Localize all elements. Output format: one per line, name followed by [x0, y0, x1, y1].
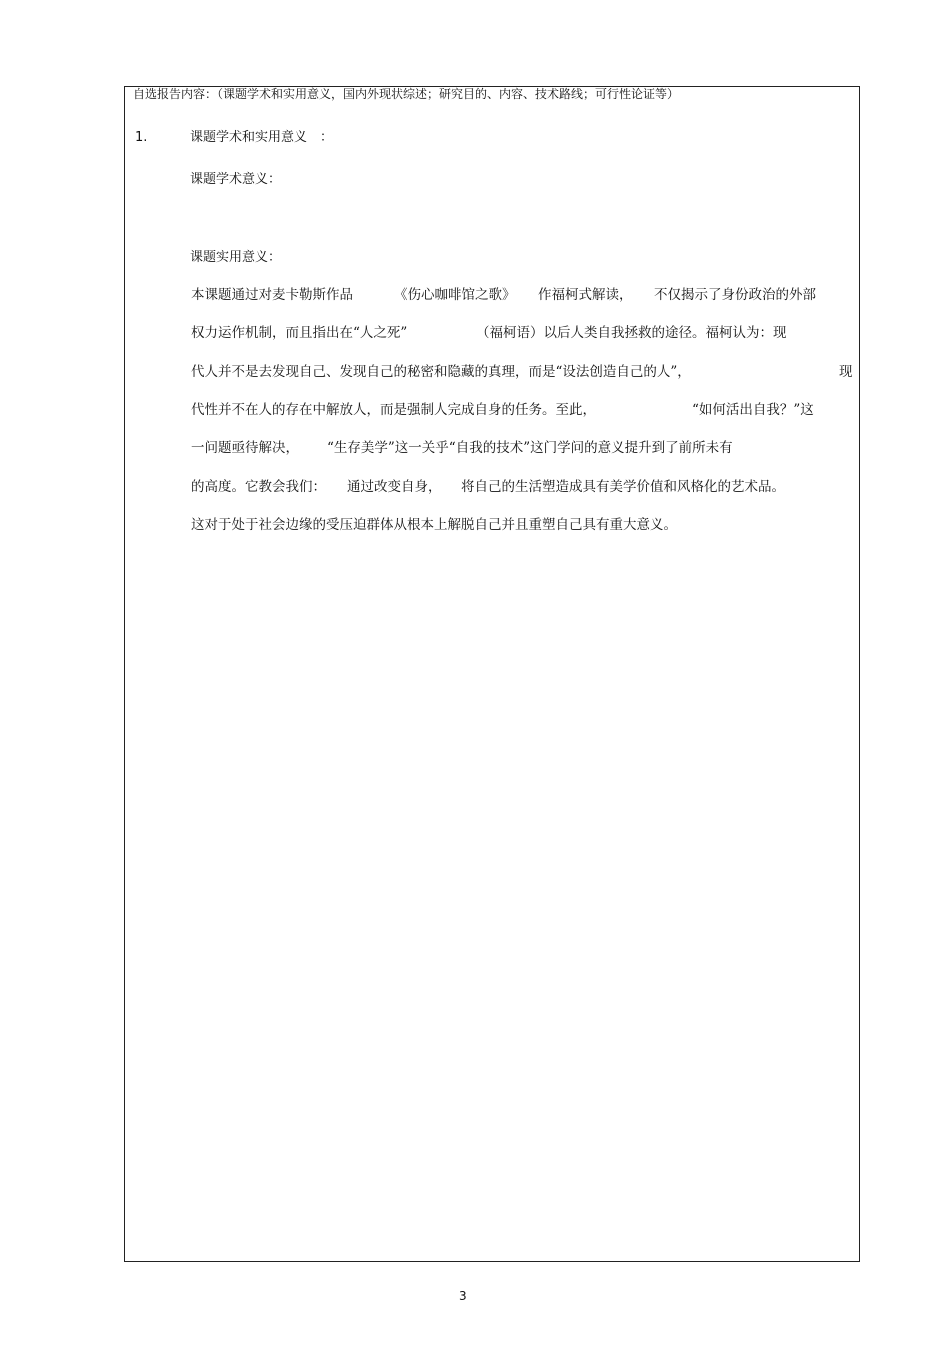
paragraph-text-segment: 《伤心咖啡馆之歌》 [394, 287, 516, 303]
paragraph-text-segment: 本课题通过对麦卡勒斯作品 [191, 287, 353, 303]
paragraph-text-segment: 代人并不是去发现自己、发现自己的秘密和隐藏的真理，而是“设法创造自己的人”， [191, 364, 691, 380]
paragraph-text-segment: 权力运作机制，而且指出在“人之死” [191, 325, 408, 341]
section-number: 1. [135, 130, 148, 145]
section-title: 课题学术和实用意义 ： [190, 130, 334, 145]
paragraph-text-segment: 一问题亟待解决， [191, 440, 299, 456]
paragraph-text-segment: 代性并不在人的存在中解放人，而是强制人完成自身的任务。至此， [191, 402, 596, 418]
paragraph-text-segment: 的高度。它教会我们： [191, 479, 326, 495]
paragraph-text-segment: 不仅揭示了身份政治的外部 [654, 287, 816, 303]
practical-significance-heading: 课题实用意义： [190, 250, 282, 265]
paragraph-text-segment: 将自己的生活塑造成具有美学价值和风格化的艺术品。 [461, 479, 785, 495]
paragraph-text-segment: “生存美学”这一关乎“自我的技术”这门学问的意义提升到了前所未有 [327, 440, 733, 456]
paragraph-text-segment: 通过改变自身， [347, 479, 442, 495]
paragraph-text-segment: 现 [839, 364, 853, 380]
paragraph-text-segment: （福柯语）以后人类自我拯救的途径。福柯认为：现 [476, 325, 787, 341]
paragraph-text-segment: 这对于处于社会边缘的受压迫群体从根本上解脱自己并且重塑自己具有重大意义。 [191, 517, 677, 533]
paragraph-text-segment: 作福柯式解读， [538, 287, 633, 303]
report-content-header: 自选报告内容：（课题学术和实用意义，国内外现状综述；研究目的、内容、技术路线；可行性论证等） [133, 87, 680, 101]
paragraph-text-segment: “如何活出自我？”这 [692, 402, 814, 418]
academic-significance-heading: 课题学术意义： [190, 172, 282, 187]
page-number: 3 [459, 1289, 467, 1303]
